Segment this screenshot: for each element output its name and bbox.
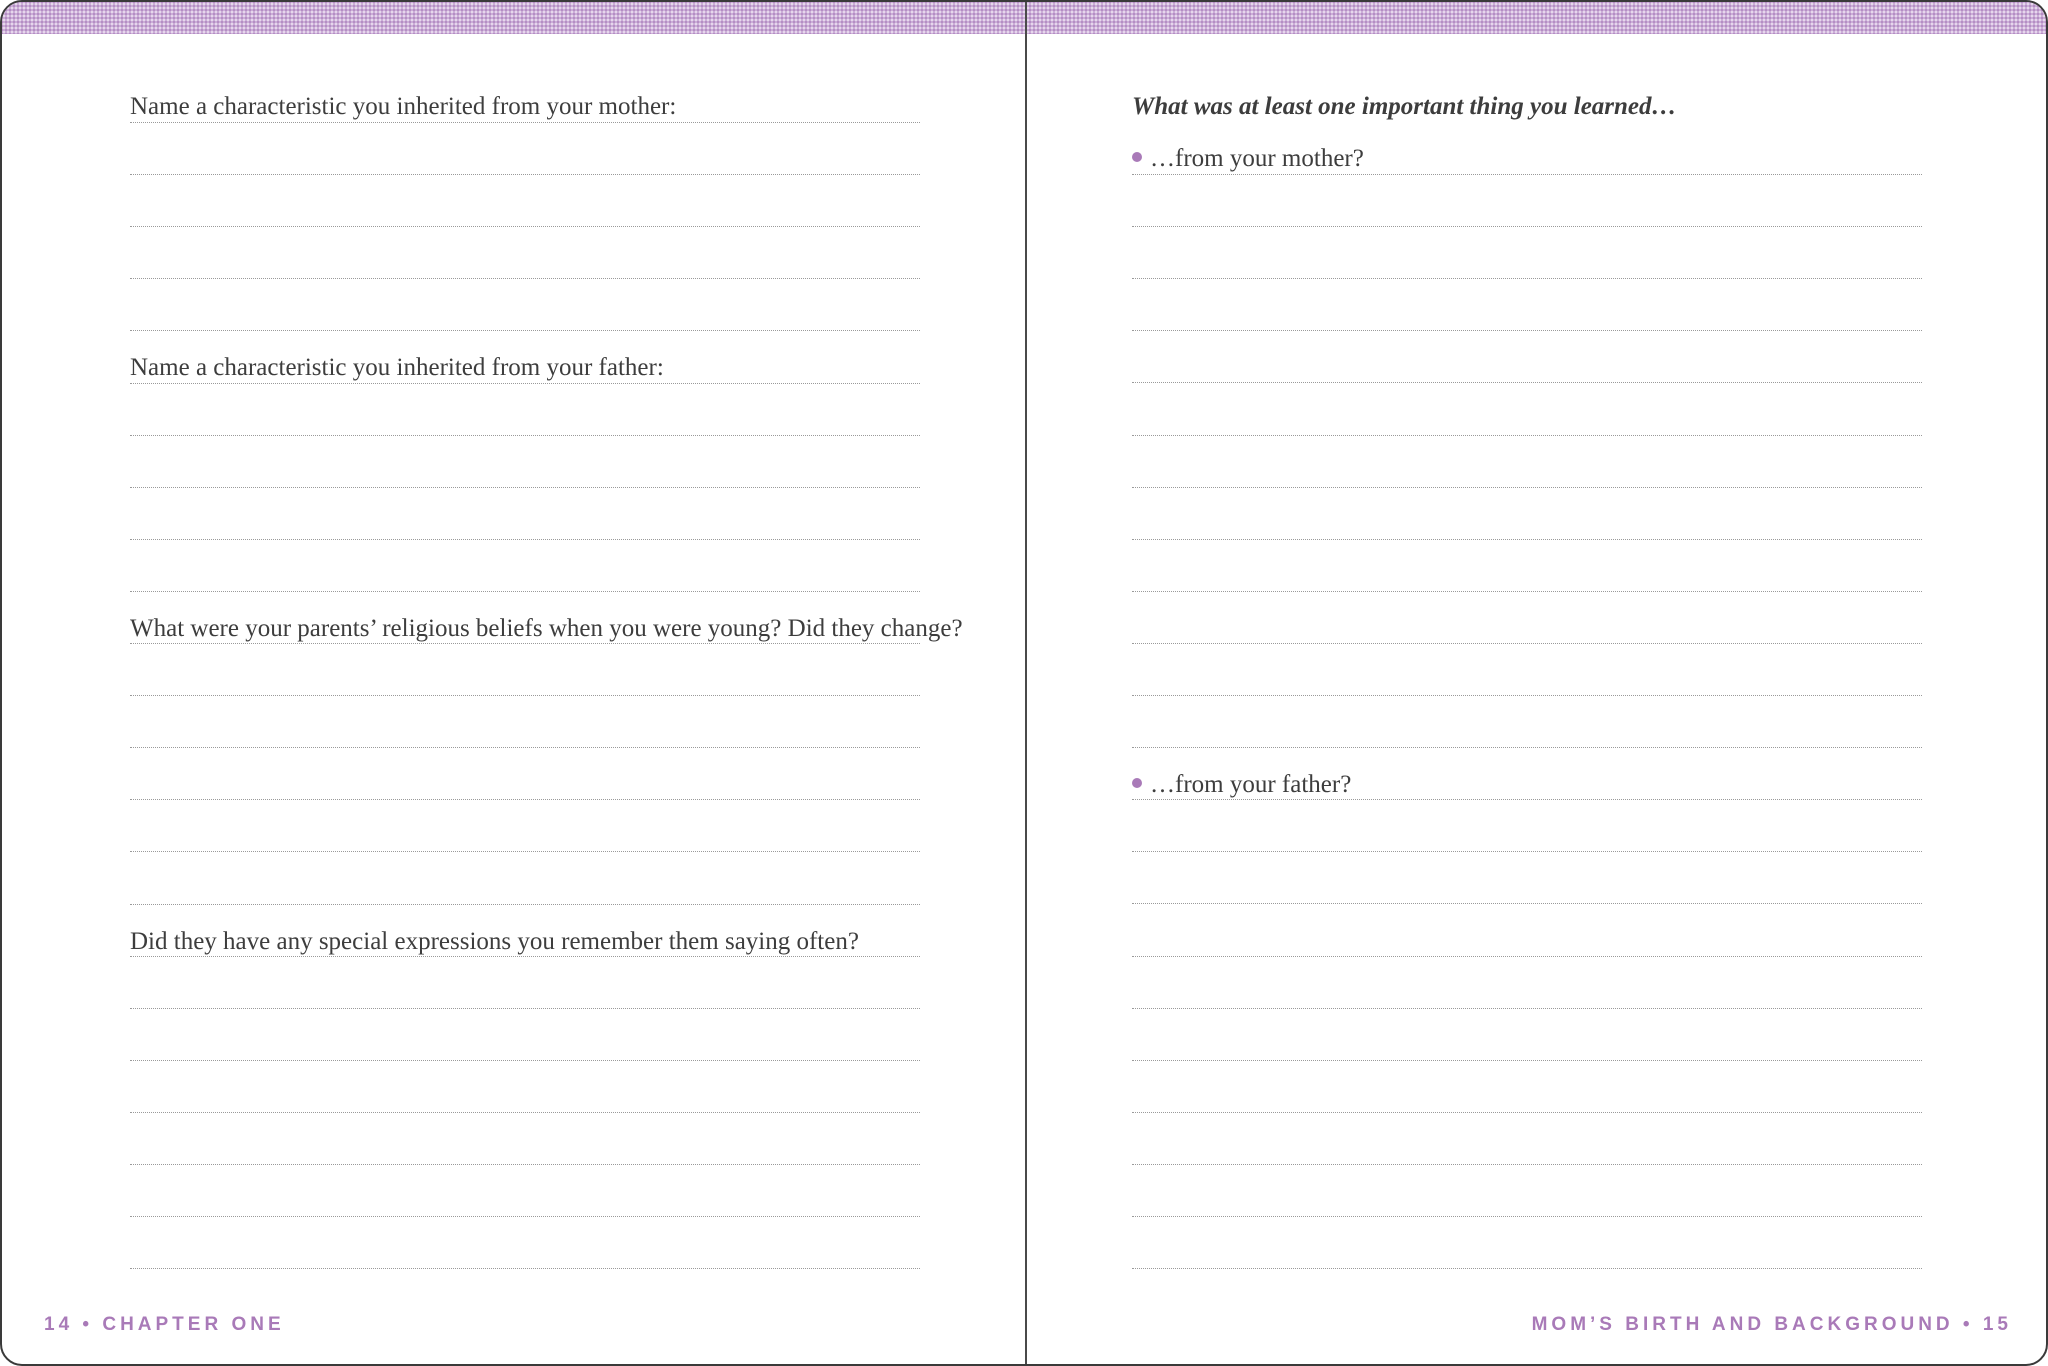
writing-line [130,1112,920,1113]
writing-line [1132,591,1922,592]
bullet-item-mother [1132,144,1364,174]
writing-line [1132,226,1922,227]
writing-line [1132,1060,1922,1061]
writing-line [1132,851,1922,852]
bullet-label: …from your mother? [1150,145,1364,172]
writing-line [1132,1164,1922,1165]
bullet-dot-icon [1132,152,1142,162]
writing-line [130,956,920,957]
prompt-father-characteristic: Name a characteristic you inherited from your father: [130,354,664,381]
writing-line [130,1008,920,1009]
writing-line [130,435,920,436]
writing-line [130,695,920,696]
prompt-religious-beliefs: What were your parents’ religious beliefs when you were young? Did they change? [130,615,963,642]
right-page-footer: MOM’S BIRTH AND BACKGROUND • 15 [1531,1314,2012,1335]
writing-line [1132,1112,1922,1113]
writing-line [130,487,920,488]
writing-line [130,1060,920,1061]
bullet-item-father [1132,770,1351,800]
writing-line [130,1268,920,1269]
writing-line [130,747,920,748]
writing-line [1132,799,1922,800]
writing-line [1132,278,1922,279]
prompt-special-expressions: Did they have any special expressions you remember them saying often? [130,928,859,955]
writing-line [1132,1008,1922,1009]
writing-line [1132,903,1922,904]
left-page [2,2,1025,1366]
right-page [1027,2,2048,1366]
writing-line [1132,382,1922,383]
writing-line [1132,1268,1922,1269]
writing-line [130,226,920,227]
writing-line [130,851,920,852]
writing-line [1132,956,1922,957]
writing-line [130,1164,920,1165]
left-page-footer: 14 • CHAPTER ONE [44,1314,285,1335]
writing-line [130,1216,920,1217]
writing-line [1132,174,1922,175]
writing-line [1132,487,1922,488]
writing-line [130,330,920,331]
writing-line [1132,695,1922,696]
writing-line [130,904,920,905]
prompt-mother-characteristic: Name a characteristic you inherited from your mother: [130,93,677,120]
writing-line [130,539,920,540]
writing-line [1132,539,1922,540]
intro-question: What was at least one important thing you learned… [1132,93,1677,120]
bullet-label: …from your father? [1150,771,1352,798]
writing-line [130,591,920,592]
writing-line [1132,747,1922,748]
writing-line [130,799,920,800]
writing-line [130,174,920,175]
writing-line [1132,643,1922,644]
writing-line [1132,1216,1922,1217]
writing-line [130,122,920,123]
writing-line [130,278,920,279]
writing-line [130,643,920,644]
writing-line [130,383,920,384]
writing-line [1132,330,1922,331]
writing-line [1132,435,1922,436]
bullet-dot-icon [1132,778,1142,788]
